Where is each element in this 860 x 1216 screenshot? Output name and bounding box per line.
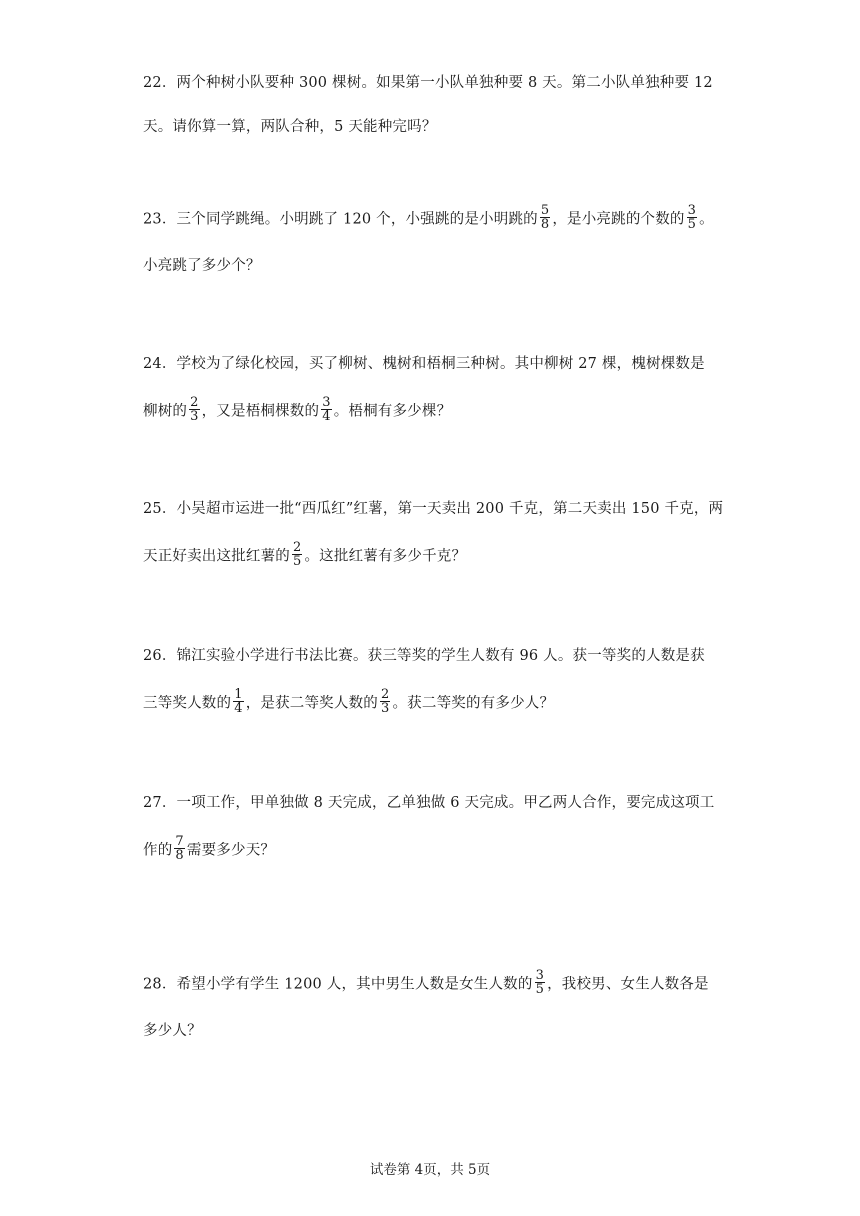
question-text: ，我校男、女生人数各是: [547, 976, 709, 993]
question-text: 22．两个种树小队要种 300 棵树。如果第一小队单独种要 8 天。第二小队单独种要 12: [143, 75, 713, 91]
question-text: 多少人？: [143, 1023, 202, 1039]
question-25: [143, 499, 724, 569]
question-22: [143, 73, 718, 137]
question-text: 三等奖人数的: [143, 695, 232, 712]
fraction-numerator: 3: [322, 395, 331, 410]
question-22-line-2: [143, 117, 718, 137]
fraction-numerator: 3: [687, 203, 697, 218]
question-text: ，是获二等奖人数的: [245, 695, 378, 712]
fraction-denominator: 4: [234, 701, 243, 716]
fraction-denominator: 3: [381, 701, 390, 716]
fraction-denominator: 3: [190, 409, 199, 424]
fraction-denominator: 8: [540, 217, 550, 232]
fraction-numerator: 1: [234, 687, 243, 702]
fraction: [321, 396, 331, 423]
question-text: 天正好卖出这批红薯的: [143, 548, 290, 565]
fraction-numerator: 2: [381, 687, 390, 702]
question-27-line-1: [143, 793, 718, 813]
question-28-line-1: [143, 968, 718, 997]
fraction: [687, 204, 697, 231]
question-25-line-2: [143, 540, 718, 569]
question-24: [143, 354, 718, 424]
question-text: ，又是梧桐棵数的: [201, 403, 320, 420]
page-footer: 试卷第 4页，共 5页: [369, 1162, 491, 1178]
question-text: 25．小吴超市运进一批“西瓜红”红薯，第一天卖出 200 千克，第二天卖出 150 千克，两: [143, 501, 724, 517]
question-27-line-2: [143, 834, 718, 863]
fraction: [174, 835, 184, 862]
fraction: [535, 969, 545, 996]
fraction-numerator: 3: [535, 968, 545, 983]
question-23-line-1: [143, 203, 718, 232]
question-text: 天。请你算一算，两队合种，5 天能种完吗？: [143, 119, 437, 135]
fraction-denominator: 8: [175, 848, 184, 863]
fraction-denominator: 4: [322, 409, 331, 424]
question-text: 需要多少天？: [186, 842, 276, 859]
question-24-line-1: [143, 354, 718, 374]
fraction: [540, 204, 550, 231]
question-text: 。梧桐有多少棵？: [333, 403, 452, 420]
question-text: 作的: [143, 842, 173, 859]
question-25-line-1: [143, 499, 724, 519]
question-26: [143, 646, 718, 716]
question-text: 柳树的: [143, 403, 188, 420]
question-27: [143, 793, 718, 863]
question-text: 小亮跳了多少个？: [143, 258, 261, 274]
question-text: 。获二等奖的有多少人？: [392, 695, 555, 712]
question-28: [143, 968, 718, 1041]
question-text: ，是小亮跳的个数的: [552, 211, 685, 228]
fraction: [189, 396, 199, 423]
fraction-numerator: 5: [540, 203, 550, 218]
fraction-numerator: 7: [175, 834, 184, 849]
question-24-line-2: [143, 395, 718, 424]
question-text: 28．希望小学有学生 1200 人，其中男生人数是女生人数的: [143, 976, 533, 993]
fraction-denominator: 5: [535, 982, 545, 997]
question-28-line-2: [143, 1021, 718, 1041]
fraction: [233, 688, 243, 715]
question-text: 24．学校为了绿化校园，买了柳树、槐树和梧桐三种树。其中柳树 27 棵，槐树棵数是: [143, 356, 705, 372]
fraction-numerator: 2: [190, 395, 199, 410]
fraction-numerator: 2: [293, 540, 302, 555]
question-text: 。: [699, 211, 714, 228]
question-text: 。这批红薯有多少千克？: [304, 548, 467, 565]
question-23-line-2: [143, 256, 718, 276]
question-22-line-1: [143, 73, 718, 93]
question-text: 27．一项工作，甲单独做 8 天完成，乙单独做 6 天完成。甲乙两人合作，要完成这项工: [143, 795, 715, 811]
question-text: 26．锦江实验小学进行书法比赛。获三等奖的学生人数有 96 人。获一等奖的人数是获: [143, 648, 705, 664]
question-23: [143, 203, 718, 276]
fraction-denominator: 5: [293, 554, 302, 569]
question-26-line-1: [143, 646, 718, 666]
fraction: [292, 541, 302, 568]
question-26-line-2: [143, 687, 718, 716]
fraction: [380, 688, 390, 715]
fraction-denominator: 5: [687, 217, 697, 232]
question-text: 23．三个同学跳绳。小明跳了 120 个，小强跳的是小明跳的: [143, 211, 538, 228]
